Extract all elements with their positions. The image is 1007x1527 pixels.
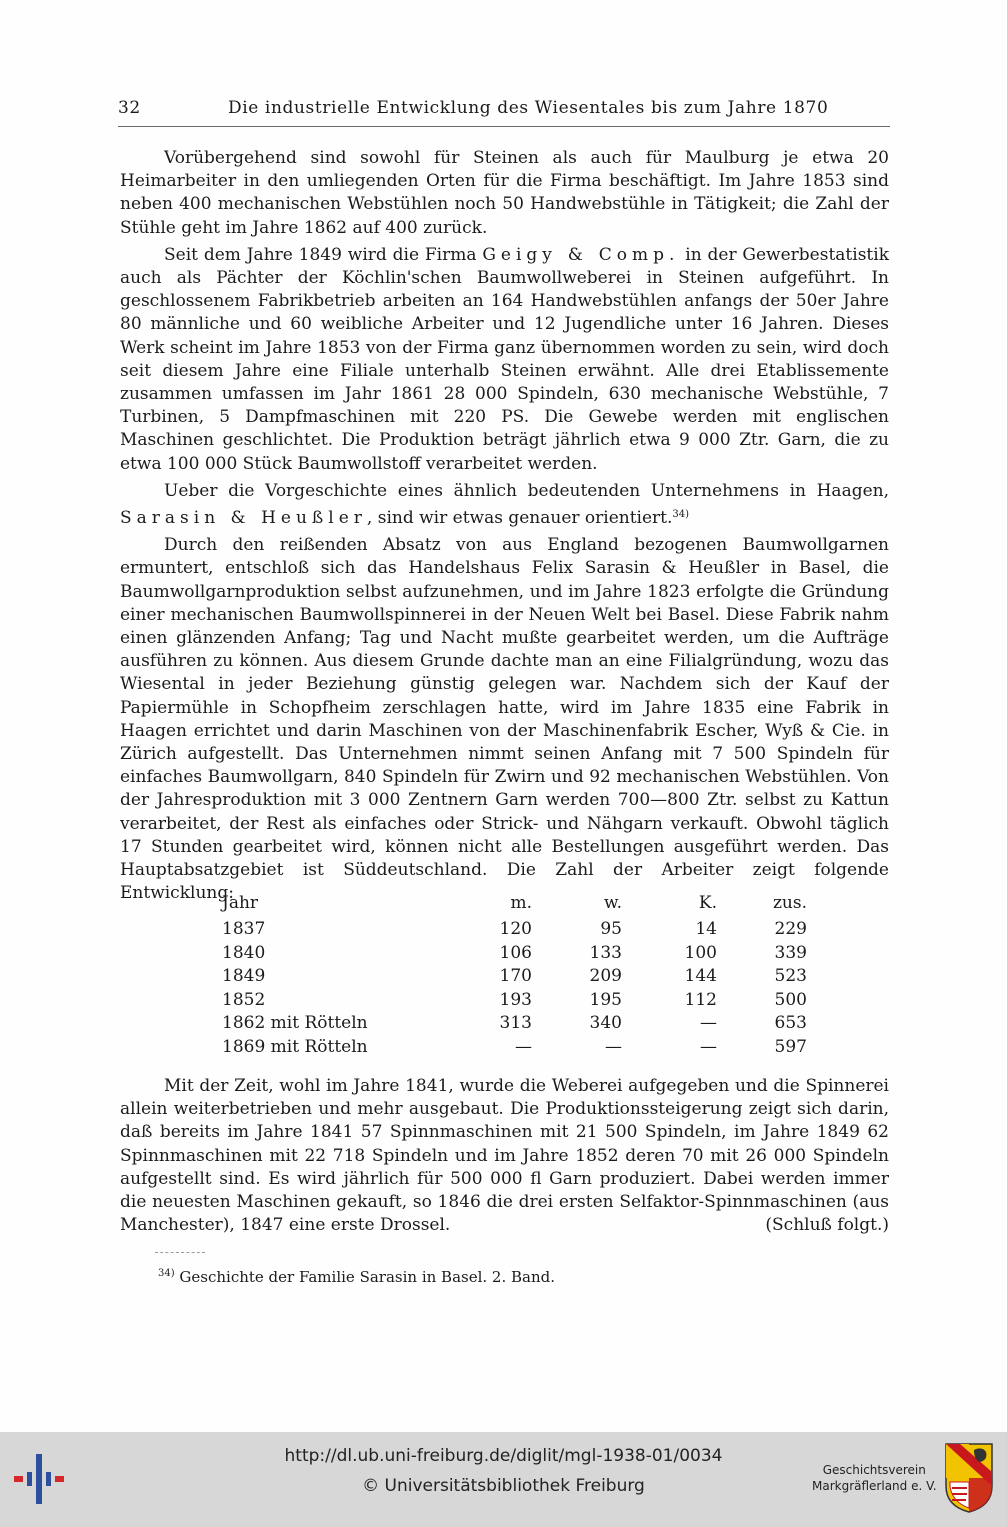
firm-name-sarasin: Sarasin & Heußler xyxy=(120,508,367,529)
table-cell: 133 xyxy=(589,942,622,963)
copyright-notice: © Universitätsbibliothek Freiburg xyxy=(362,1476,645,1496)
footnote-reference[interactable]: 34) xyxy=(672,509,690,521)
table-cell: 597 xyxy=(774,1036,807,1057)
society-name-line-1: Geschichtsverein xyxy=(822,1463,926,1477)
paragraph-3 xyxy=(120,480,889,530)
table-cell: 1849 xyxy=(222,966,266,986)
table-cell: 229 xyxy=(774,919,807,939)
table-cell: 653 xyxy=(774,1013,807,1033)
table-header-total: zus. xyxy=(772,893,807,914)
table-row xyxy=(222,1036,807,1060)
table-cell: 209 xyxy=(589,966,622,986)
paragraph-2 xyxy=(120,244,889,476)
continued-note: (Schluß folgt.) xyxy=(765,1215,889,1236)
paragraph-5 xyxy=(120,1075,889,1237)
table-cell: 523 xyxy=(774,966,807,986)
viewer-footer-bar xyxy=(0,1432,1007,1527)
markgraeflerland-crest-icon[interactable] xyxy=(944,1442,994,1514)
paragraph-2-rest: in der Gewerbestatistik auch als Pächter der Köchlin'schen Baumwollweberei in Steinen aufgeführt. In geschlossenem Fabrikbetrieb arbeiten an 164 Handwebstühlen anfangs der 50er Jahre 80 männliche und 60 weibliche Arbeiter und 12 Jugendliche unter 16 Jahren. Dieses Werk scheint im Jahre 1853 von der Firma ganz übernommen worden zu sein, wird doch seit diesem Jahre eine Filiale unterhalb Steinen erwähnt. Alle drei Etablissemente zusammen umfassen im Jahr 1861 28 000 Spindeln, 630 mechanische Webstühle, 7 Turbinen, 5 Dampfmaschinen mit 220 PS. Die Gewebe werden mit englischen Maschinen geschlichtet. Die Produktion beträgt jährlich etwa 9 000 Ztr. Garn, die zu etwa 100 000 Stück Baumwollstoff verarbeitet werden. xyxy=(120,244,889,474)
table-cell: 1840 xyxy=(222,942,266,963)
paragraph-4: Durch den reißenden Absatz von aus England bezogenen Baumwollgarnen ermuntert, entschloß sich das Handelshaus Felix Sarasin & Heußler in Basel, die Baumwollgarnproduktion selbst aufzunehmen, und im Jahre 1823 erfolgte die Gründung einer mechanischen Baumwollspinnerei in der Neuen Welt bei Basel. Diese Fabrik nahm einen glänzenden Anfang; Tag und Nacht mußte gearbeitet werden, um die Aufträge ausführen zu können. Aus diesem Grunde dachte man an eine Filialgründung, wozu das Wiesental in jeder Beziehung günstig gelegen war. Nachdem sich der Kauf der Papiermühle in Schopfheim zerschlagen hatte, wird im Jahre 1835 eine Fabrik in Haagen errichtet und darin Maschinen von der Maschinenfabrik Escher, Wyß & Cie. in Zürich aufgestellt. Das Unternehmen nimmt seinen Anfang mit 7 500 Spindeln für einfaches Baumwollgarn, 840 Spindeln für Zwirn und 92 mechanischen Webstühlen. Von der Jahresproduktion mit 3 000 Zentnern Garn werden 700—800 Ztr. selbst zu Kattun verarbeitet, der Rest als einfaches oder Strick- und Nähgarn verkauft. Obwohl täglich 17 Stunden gearbeitet wird, können nicht alle Bestellungen ausgeführt werden. Das Hauptabsatzgebiet ist Süddeutschland. Die Zahl der Arbeiter zeigt folgende Entwicklung: xyxy=(120,535,889,904)
society-name-line-2: Markgräflerland e. V. xyxy=(812,1479,937,1493)
paragraph-2-start: Seit dem Jahre 1849 wird die Firma xyxy=(164,244,483,265)
table-cell: 195 xyxy=(589,989,622,1010)
table-cell: 340 xyxy=(589,1013,622,1033)
table-cell: 120 xyxy=(499,919,532,939)
table-cell: 1837 xyxy=(222,919,266,939)
table-row xyxy=(222,989,807,1013)
table-cell: 1862 mit Rötteln xyxy=(222,1013,368,1033)
table-header-women: w. xyxy=(604,893,622,914)
table-cell: 100 xyxy=(684,942,717,963)
footnote-text: Geschichte der Familie Sarasin in Basel. 2. Band. xyxy=(174,1268,556,1286)
table-cell: 500 xyxy=(774,989,807,1010)
firm-name-geigy: Geigy & Comp. xyxy=(482,244,680,265)
table-header-row xyxy=(222,890,807,918)
table-cell: 106 xyxy=(499,942,532,963)
document-url-link[interactable]: http://dl.ub.uni-freiburg.de/diglit/mgl-1938-01/0034 xyxy=(284,1446,723,1466)
table-row xyxy=(222,1012,807,1036)
footnote-divider xyxy=(155,1252,205,1253)
paragraph-3-rest: , sind wir etwas genauer orientiert. xyxy=(366,508,673,529)
table-cell: — xyxy=(515,1036,532,1057)
society-name xyxy=(812,1462,937,1494)
running-header xyxy=(118,98,890,127)
table-header-men: m. xyxy=(510,893,532,914)
paragraph-3-start: Ueber die Vorgeschichte eines ähnlich bedeutenden Unternehmens in Haagen, xyxy=(164,480,889,501)
table-cell: 144 xyxy=(684,966,717,986)
table-cell: — xyxy=(605,1036,622,1057)
table-cell: 1869 mit Rötteln xyxy=(222,1036,368,1057)
footnote xyxy=(158,1268,555,1286)
table-cell: 170 xyxy=(499,966,532,986)
paragraph-5-text: Mit der Zeit, wohl im Jahre 1841, wurde die Weberei aufgegeben und die Spinnerei allein weiterbetrieben und mehr ausgebaut. Die Produktionssteigerung zeigt sich darin, daß bereits im Jahre 1841 57 Spinnmaschinen mit 21 500 Spindeln, im Jahre 1849 62 Spinnmaschinen mit 22 718 Spindeln und im Jahre 1852 deren 70 mit 26 000 Spindeln aufgestellt sind. Es wird jährlich für 500 000 fl Garn produziert. Dabei werden immer die neuesten Maschinen gekauft, so 1846 die drei ersten Selfaktor-Spinnmaschinen (aus Manchester), 1847 eine erste Drossel. xyxy=(120,1076,889,1236)
body-text-continued xyxy=(120,1075,889,1237)
table-cell: 193 xyxy=(499,989,532,1010)
table-cell: — xyxy=(700,1013,717,1033)
table-cell: 95 xyxy=(600,919,622,939)
running-title: Die industrielle Entwicklung des Wiesentales bis zum Jahre 1870 xyxy=(228,98,829,118)
table-cell: 339 xyxy=(774,942,807,963)
workers-table xyxy=(222,890,807,1059)
table-row xyxy=(222,965,807,989)
body-text xyxy=(120,147,889,906)
table-row xyxy=(222,942,807,966)
table-header-children: K. xyxy=(698,893,717,914)
table-cell: 14 xyxy=(695,919,717,939)
table-cell: 313 xyxy=(499,1013,532,1033)
table-cell: 1852 xyxy=(222,989,266,1010)
table-row xyxy=(222,918,807,942)
page-number: 32 xyxy=(118,98,141,118)
table-cell: 112 xyxy=(684,989,717,1010)
table-cell: — xyxy=(700,1036,717,1057)
table-header-year: Jahr xyxy=(222,893,259,914)
footnote-marker: 34) xyxy=(158,1268,175,1279)
paragraph-1: Vorübergehend sind sowohl für Steinen als auch für Maulburg je etwa 20 Heimarbeiter in den umliegenden Orten für die Firma beschäftigt. Im Jahre 1853 sind neben 400 mechanischen Webstühlen noch 50 Handwebstühle in Tätigkeit; die Zahl der Stühle geht im Jahre 1862 auf 400 zurück. xyxy=(120,148,889,238)
